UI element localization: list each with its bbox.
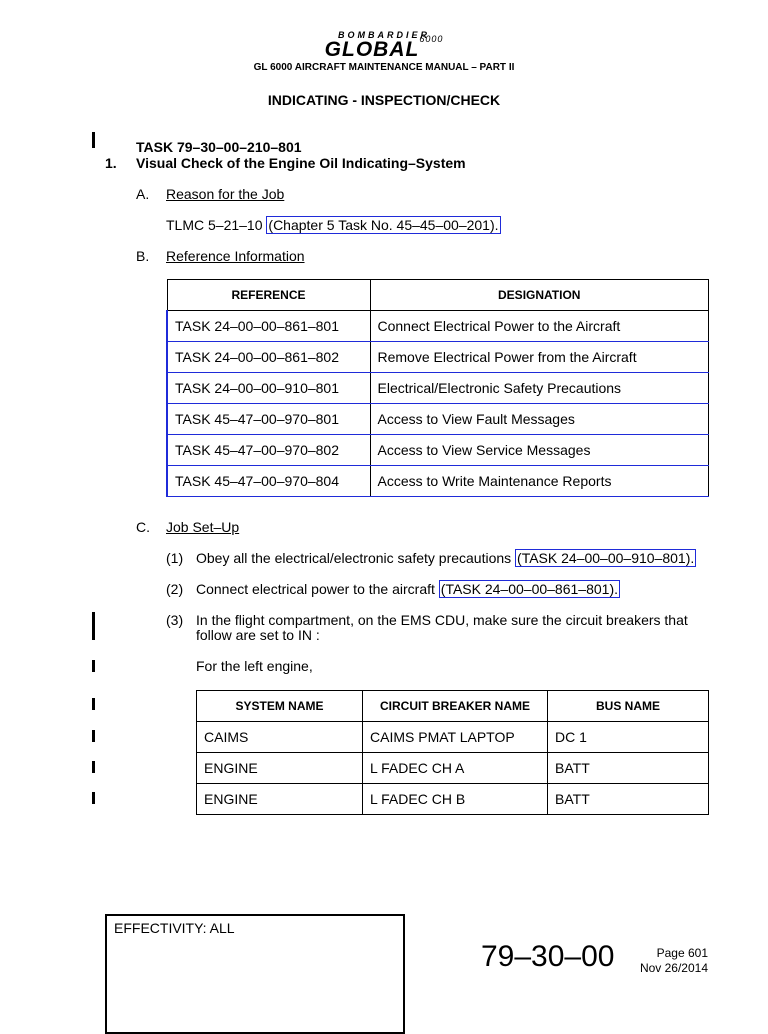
manual-title: GL 6000 AIRCRAFT MAINTENANCE MANUAL – PART II (253, 62, 515, 73)
table-row (167, 466, 709, 497)
task-number: 1. (105, 155, 117, 171)
column-header-designation: DESIGNATION (370, 280, 709, 311)
revision-bar (92, 612, 95, 640)
step-3-line-1: In the flight compartment, on the EMS CDU, make sure the circuit breakers that (196, 612, 688, 628)
table-row (167, 435, 709, 466)
reference-cell: TASK 45–47–00–970–804 (167, 466, 370, 497)
step-2-xref-link[interactable]: (TASK 24–00–00–861–801). (440, 581, 618, 597)
page-number: Page 601 (656, 946, 708, 960)
designation-cell: Electrical/Electronic Safety Precautions (370, 373, 709, 404)
revision-bar (92, 761, 95, 773)
column-header-circuit-breaker-name: CIRCUIT BREAKER NAME (363, 691, 548, 722)
circuit-breaker-table (196, 690, 709, 815)
effectivity-label: EFFECTIVITY: ALL (114, 920, 235, 936)
section-a-heading: Reason for the Job (166, 186, 285, 202)
section-a-body (166, 217, 501, 233)
revision-bar (92, 132, 95, 148)
step-3-number: (3) (166, 612, 184, 628)
brand-top: BOMBARDIER (338, 30, 430, 40)
step-2-body (196, 581, 620, 597)
section-b-heading: Reference Information (166, 248, 305, 264)
brand-logo-text: GLOBAL (324, 38, 420, 61)
table-row (167, 373, 709, 404)
designation-cell: Access to View Service Messages (370, 435, 709, 466)
reference-cell: TASK 45–47–00–970–802 (167, 435, 370, 466)
revision-bar (92, 730, 95, 742)
circuit-breaker-name-cell: CAIMS PMAT LAPTOP (363, 722, 548, 753)
designation-cell: Connect Electrical Power to the Aircraft (370, 311, 709, 342)
table-row (167, 311, 709, 342)
table-row (167, 404, 709, 435)
designation-cell: Access to View Fault Messages (370, 404, 709, 435)
reference-cell: TASK 24–00–00–861–802 (167, 342, 370, 373)
table-row (197, 722, 709, 753)
chapter-number: 79–30–00 (481, 940, 615, 973)
section-c-letter: C. (136, 519, 150, 535)
reference-cell: TASK 24–00–00–910–801 (167, 373, 370, 404)
section-b-letter: B. (136, 248, 150, 264)
circuit-breaker-name-cell: L FADEC CH A (363, 753, 548, 784)
step-1-xref-link[interactable]: (TASK 24–00–00–910–801). (517, 550, 695, 566)
section-c-heading: Job Set–Up (166, 519, 240, 535)
reference-table-header (167, 280, 709, 311)
table-row (167, 342, 709, 373)
step-2-text: Connect electrical power to the aircraft (196, 581, 439, 597)
task-title: Visual Check of the Engine Oil Indicating–System (136, 155, 466, 171)
column-header-bus-name: BUS NAME (548, 691, 709, 722)
system-name-cell: CAIMS (197, 722, 363, 753)
page-info (620, 946, 708, 976)
revision-date: Nov 26/2014 (639, 961, 708, 975)
step-1-body (196, 550, 696, 566)
column-header-system-name: SYSTEM NAME (197, 691, 363, 722)
left-engine-label: For the left engine, (196, 658, 313, 674)
section-a-text: TLMC 5–21–10 (166, 217, 263, 233)
step-1-number: (1) (166, 550, 184, 566)
task-id: TASK 79–30–00–210–801 (136, 139, 302, 155)
table-row (197, 753, 709, 784)
bus-name-cell: DC 1 (548, 722, 709, 753)
circuit-breaker-table-header (197, 691, 709, 722)
reference-cell: TASK 45–47–00–970–801 (167, 404, 370, 435)
revision-bar (92, 660, 95, 672)
brand-model: 6000 (419, 34, 444, 44)
reference-cell: TASK 24–00–00–861–801 (167, 311, 370, 342)
section-a-letter: A. (136, 186, 150, 202)
step-3-line-2: follow are set to IN : (196, 627, 320, 643)
designation-cell: Remove Electrical Power from the Aircraft (370, 342, 709, 373)
reference-table (166, 279, 709, 497)
section-title: INDICATING - INSPECTION/CHECK (267, 92, 501, 108)
step-1-text: Obey all the electrical/electronic safety precautions (196, 550, 516, 566)
revision-bar (92, 698, 95, 710)
step-2-number: (2) (166, 581, 184, 597)
revision-bar (92, 792, 95, 804)
designation-cell: Access to Write Maintenance Reports (370, 466, 709, 497)
column-header-reference: REFERENCE (167, 280, 370, 311)
bus-name-cell: BATT (548, 753, 709, 784)
circuit-breaker-name-cell: L FADEC CH B (363, 784, 548, 815)
bus-name-cell: BATT (548, 784, 709, 815)
effectivity-box (105, 914, 405, 1034)
table-row (197, 784, 709, 815)
system-name-cell: ENGINE (197, 784, 363, 815)
system-name-cell: ENGINE (197, 753, 363, 784)
section-a-xref-link[interactable]: (Chapter 5 Task No. 45–45–00–201). (268, 217, 499, 233)
